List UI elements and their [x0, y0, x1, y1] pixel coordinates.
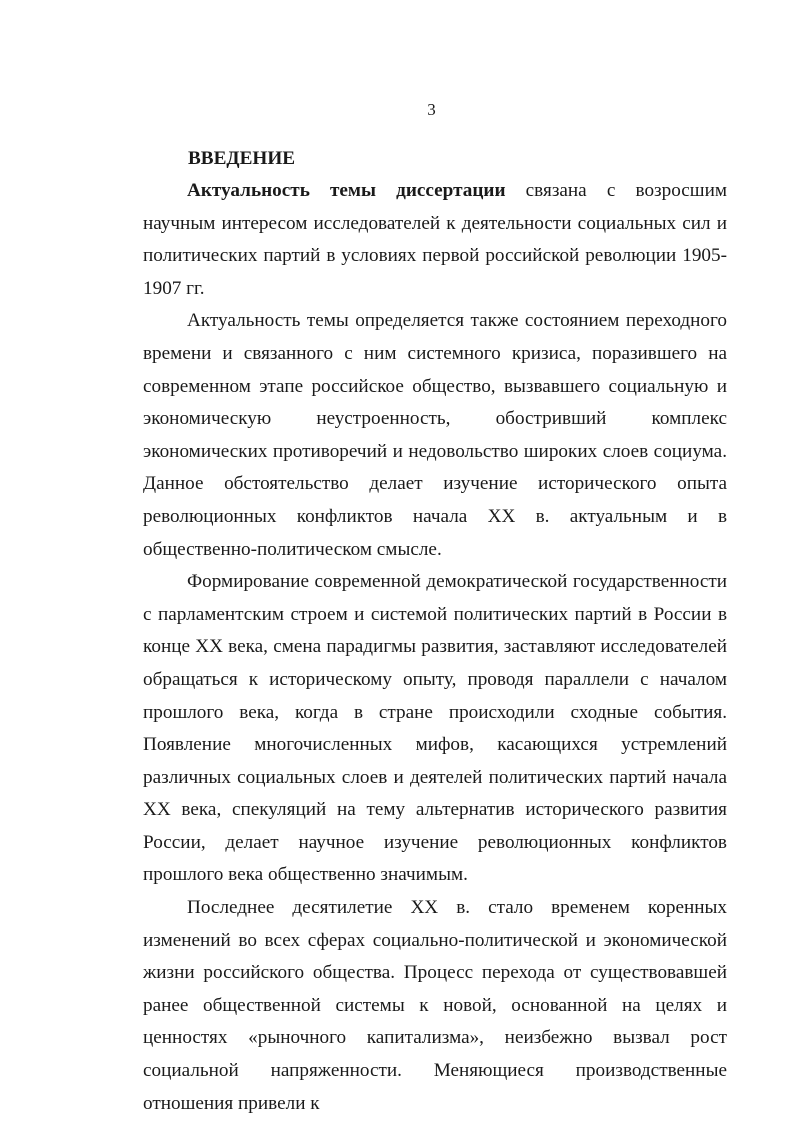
paragraph-text: связана с возросшим научным интересом исследователей к деятельности социальных сил и политических партий в условиях первой российской революции 1905-1907 гг.: [143, 180, 727, 299]
section-heading: ВВЕДЕНИЕ: [188, 148, 296, 169]
text-body: [143, 143, 727, 1120]
paragraph-last-decade: Последнее десятилетие XX в. стало временем коренных изменений во всех сферах социально-политической и экономической жизни российского общества. Процесс перехода от существовавшей ранее общественной системы к новой, основанной на целях и ценностях «рыночного капитализма», неизбежно вызвал рост социальной напряженности. Меняющиеся производственные отношения привели к: [143, 897, 727, 1114]
paragraph-crisis: Актуальность темы определяется также состоянием переходного времени и связанного с ним системного кризиса, поразившего на современном этапе российское общество, вызвавшего социальную и экономическую неустроенность, обостривший комплекс экономических противоречий и недовольство широких слоев социума. Данное обстоятельство делает изучение исторического опыта революционных конфликтов начала XX в. актуальным и в общественно-политическом смысле.: [143, 310, 727, 560]
paragraph-democracy: Формирование современной демократической государственности с парламентским строем и системой политических партий в России в конце XX века, смена парадигмы развития, заставляют исследователей обращаться к историческому опыту, проводя параллели с началом прошлого века, когда в стране происходили сходные события. Появление многочисленных мифов, касающихся устремлений различных социальных слоев и деятелей политических партий начала XX века, спекуляций на тему альтернатив исторического развития России, делает научное изучение революционных конфликтов прошлого века общественно значимым.: [143, 571, 727, 886]
page-number: 3: [427, 100, 436, 119]
paragraph-lead-bold: Актуальность темы диссертации: [187, 180, 506, 201]
paragraph-relevance: [143, 175, 727, 305]
